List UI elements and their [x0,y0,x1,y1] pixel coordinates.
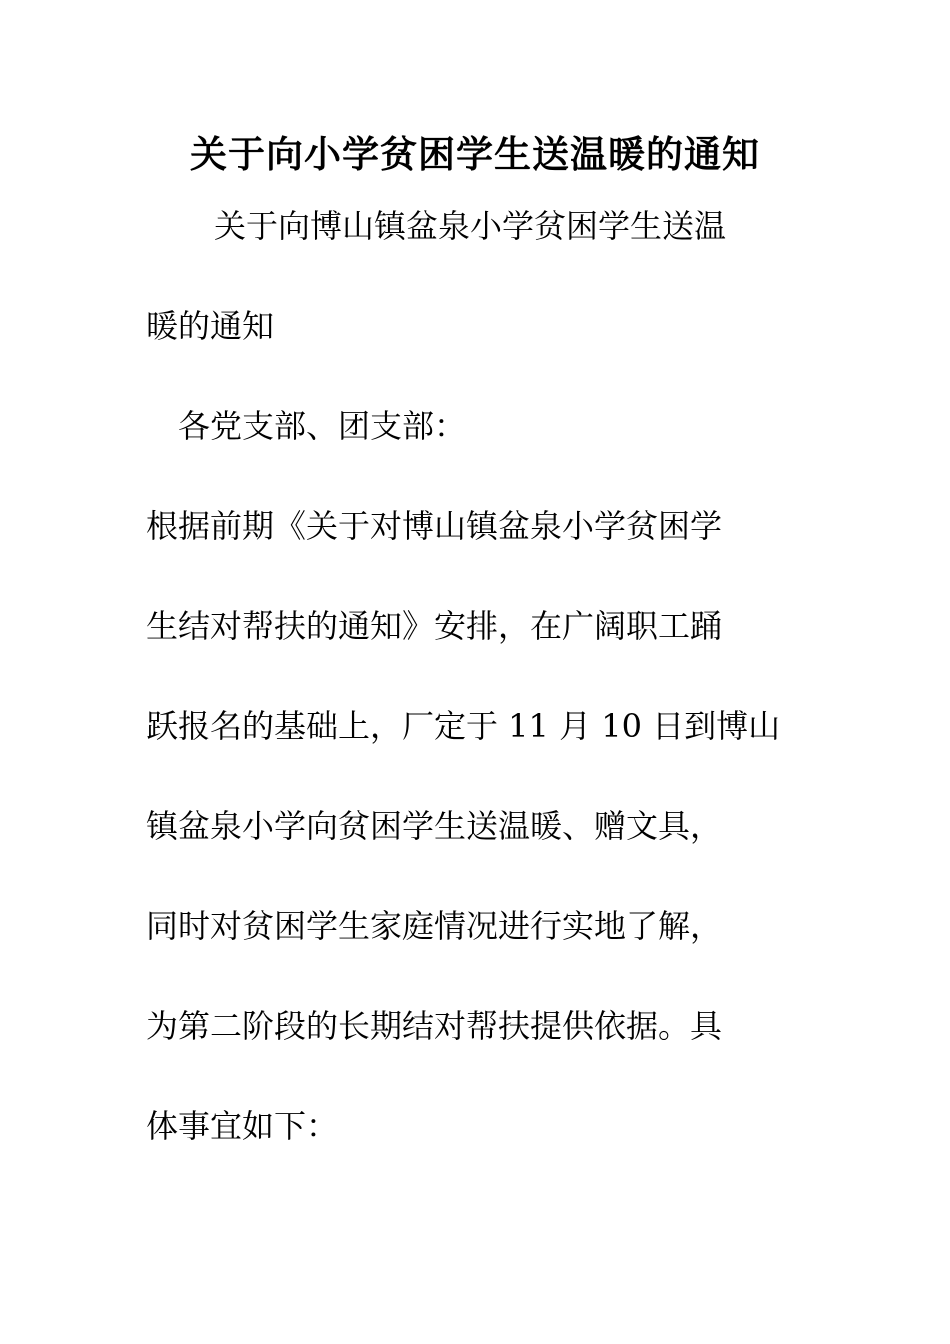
body-line-6: 为第二阶段的长期结对帮扶提供依据。具 [146,1007,723,1045]
body-line-2: 生结对帮扶的通知》安排，在广阔职工踊 [146,607,723,645]
body-line-5: 同时对贫困学生家庭情况进行实地了解， [146,907,723,945]
body-line-1: 根据前期《关于对博山镇盆泉小学贫困学 [146,507,723,545]
document-title: 关于向小学贫困学生送温暖的通知 [190,132,760,176]
subtitle-line-1: 关于向博山镇盆泉小学贫困学生送温 [214,207,727,245]
body-line-3: 跃报名的基础上，厂定于 11 月 10 日到博山 [146,707,781,745]
salutation: 各党支部、团支部： [178,407,467,445]
body-line-7: 体事宜如下： [146,1107,339,1145]
subtitle-line-2: 暖的通知 [146,307,275,345]
body-line-4: 镇盆泉小学向贫困学生送温暖、赠文具， [146,807,723,845]
